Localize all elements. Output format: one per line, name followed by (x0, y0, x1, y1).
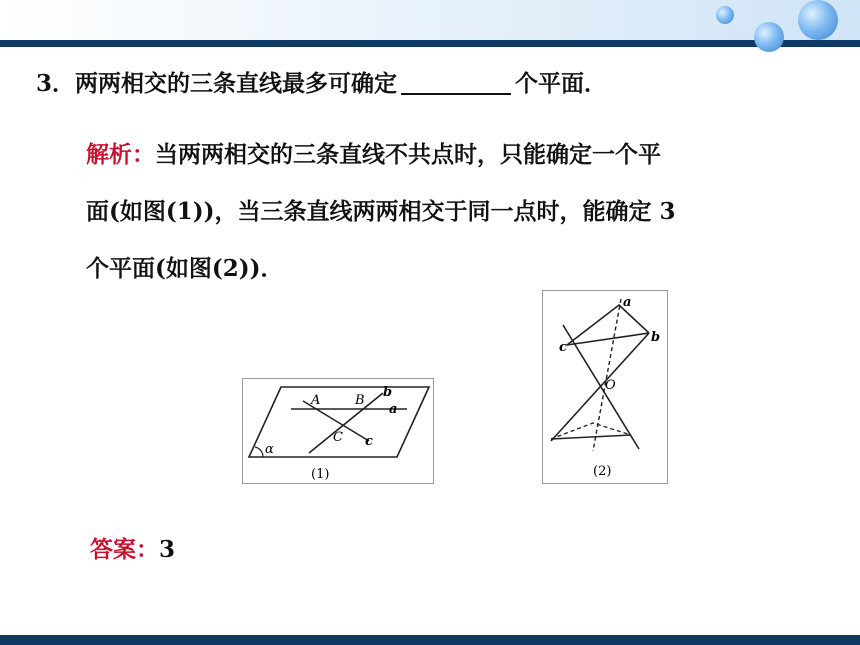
label-line-a: a (389, 402, 398, 417)
label-line-b: b (651, 330, 661, 345)
label-point-o: O (605, 378, 616, 393)
answer-label: 答案： (90, 536, 159, 563)
analysis-line-3: 个平面(如图(2))． (86, 255, 284, 282)
figure-1-diagram (243, 379, 433, 483)
label-line-a: a (623, 295, 632, 310)
label-point-b: B (355, 393, 365, 408)
answer-blank (401, 71, 511, 95)
decor-bubble-small (716, 6, 734, 24)
decor-bubble-medium (754, 22, 784, 52)
label-point-c: C (333, 430, 343, 445)
analysis-block (86, 126, 786, 297)
question-stem: 两两相交的三条直线最多可确定 (75, 70, 398, 97)
header-rule (0, 40, 860, 47)
answer-value: 3 (159, 536, 176, 563)
decor-bubble-large (798, 0, 838, 40)
label-point-a: A (311, 393, 321, 408)
question-text (36, 66, 836, 102)
angle-arc (255, 447, 263, 457)
analysis-line-1: 解析：当两两相交的三条直线不共点时，只能确定一个平 (86, 141, 661, 168)
figure-2 (542, 290, 668, 484)
figure-2-caption: (2) (593, 464, 612, 479)
label-line-b: b (383, 385, 393, 400)
analysis-label: 解析： (86, 141, 155, 168)
label-line-c: c (365, 434, 373, 449)
figure-2-diagram (543, 291, 667, 483)
footer-rule (0, 635, 860, 645)
analysis-line-2: 面(如图(1))，当三条直线两两相交于同一点时，能确定 3 (86, 198, 676, 225)
label-plane-alpha: α (265, 442, 274, 457)
question-number: 3． (36, 70, 76, 97)
label-line-c: c (559, 340, 567, 355)
figure-1-caption: (1) (311, 467, 330, 482)
answer-line (90, 532, 175, 568)
lower-triangle-front (551, 435, 631, 439)
question-tail: 个平面． (515, 70, 608, 97)
figure-1 (242, 378, 434, 484)
